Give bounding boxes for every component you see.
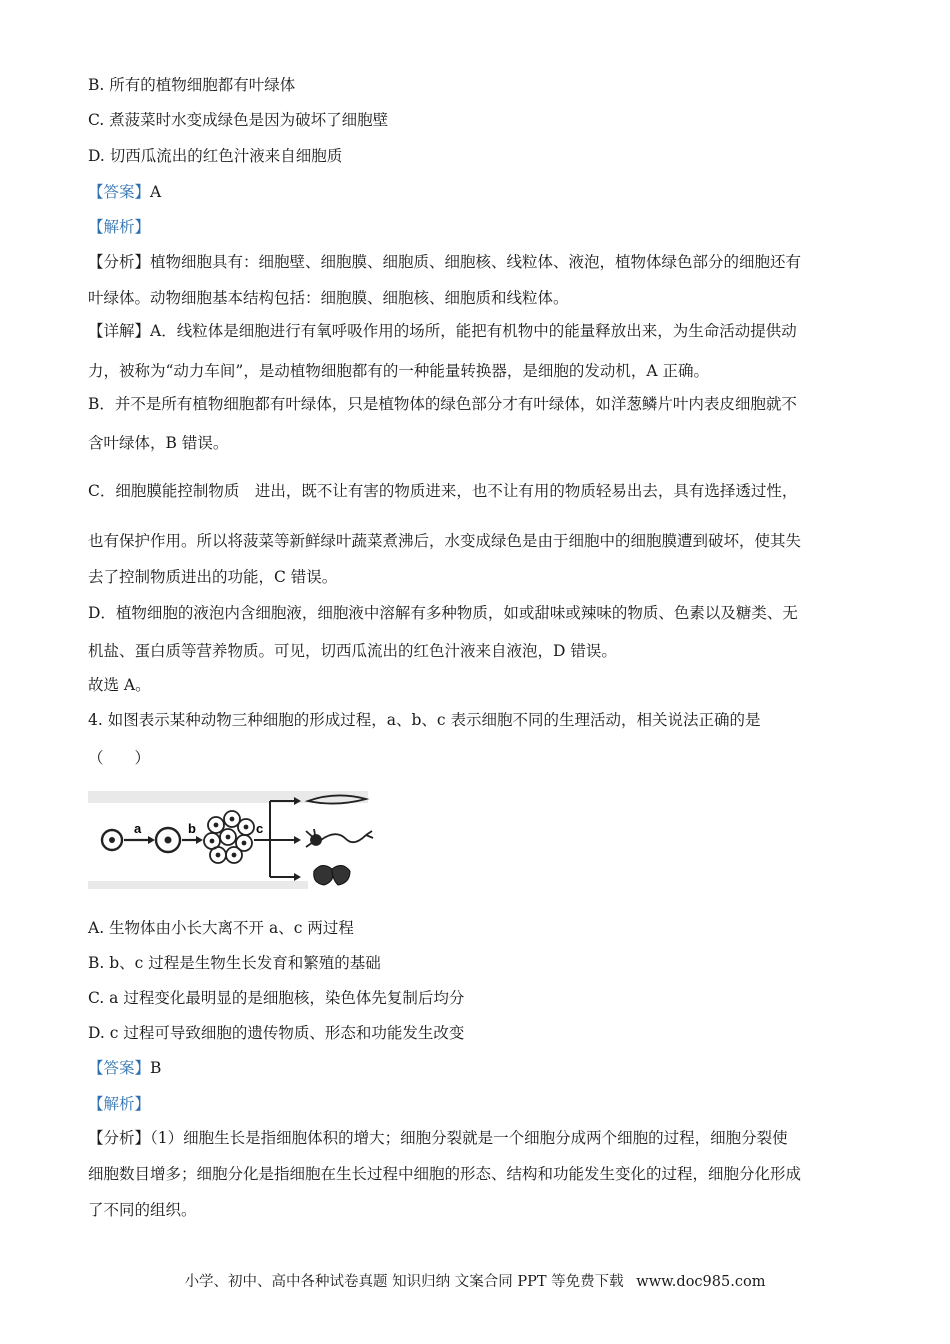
page-footer: [0, 1270, 950, 1291]
text-line: [88, 710, 761, 730]
line-text: B．并不是所有植物细胞都有叶绿体，只是植物体的绿色部分才有叶绿体，如洋葱鳞片叶内表皮细胞就不: [88, 395, 797, 413]
line-text: 细胞数目增多；细胞分化是指细胞在生长过程中细胞的形态、结构和功能发生变化的过程，细胞分化形成: [88, 1165, 802, 1183]
text-line: [88, 641, 617, 661]
text-line: [88, 953, 381, 973]
text-line: [88, 252, 801, 272]
text-line: [88, 75, 295, 95]
line-text: C. 煮菠菜时水变成绿色是因为破坏了细胞壁: [88, 111, 389, 129]
text-line: [88, 1164, 801, 1184]
footer-url[interactable]: www.doc985.com: [636, 1274, 766, 1290]
line-text: B: [150, 1059, 162, 1077]
line-text: 【详解】A．线粒体是细胞进行有氧呼吸作用的场所，能把有机物中的能量释放出来，为生命活动提供动: [88, 322, 797, 340]
line-text: 4. 如图表示某种动物三种细胞的形成过程，a、b、c 表示细胞不同的生理活动，相关说法正确的是: [88, 711, 761, 729]
section-tag: 【解析】: [88, 1095, 151, 1113]
label-b: b: [188, 821, 196, 836]
line-text: B. b、c 过程是生物生长发育和繁殖的基础: [88, 954, 381, 972]
branch-arrows: [254, 801, 294, 877]
text-line: [88, 321, 797, 341]
line-text: C．细胞膜能控制物质 进出，既不让有害的物质进来，也不让有用的物质轻易出去，具有选择透过性，: [88, 482, 798, 500]
text-line: [88, 1200, 197, 1220]
text-line: [88, 217, 150, 237]
cell-2: [156, 828, 180, 852]
line-text: B. 所有的植物细胞都有叶绿体: [88, 76, 296, 94]
text-line: [88, 531, 801, 551]
text-line: [88, 394, 797, 414]
text-line: [88, 1128, 788, 1148]
line-text: D. 切西瓜流出的红色汁液来自细胞质: [88, 147, 343, 165]
line-text: 也有保护作用。所以将菠菜等新鲜绿叶蔬菜煮沸后，水变成绿色是由于细胞中的细胞膜遭到破坏，使其失: [88, 532, 802, 550]
text-line: [88, 1058, 161, 1078]
text-line: [88, 1023, 464, 1043]
line-text: 【分析】（1）细胞生长是指细胞体积的增大；细胞分裂就是一个细胞分成两个细胞的过程，细胞分裂使: [88, 1129, 788, 1147]
line-text: 机盐、蛋白质等营养物质。可见，切西瓜流出的红色汁液来自液泡，D 错误。: [88, 642, 617, 660]
line-text: （ ）: [88, 749, 151, 767]
text-line: [88, 603, 798, 623]
text-line: [88, 182, 161, 202]
epithelial-cells: [314, 865, 350, 885]
text-line: [88, 146, 342, 166]
line-text: 叶绿体。动物细胞基本结构包括：细胞膜、细胞核、细胞质和线粒体。: [88, 289, 569, 307]
text-line: [88, 988, 464, 1008]
line-text: 【分析】植物细胞具有：细胞壁、细胞膜、细胞质、细胞核、线粒体、液泡，植物体绿色部分的细胞还有: [88, 253, 802, 271]
section-tag: 【解析】: [88, 218, 151, 236]
line-text: 了不同的组织。: [88, 1201, 197, 1219]
line-text: D．植物细胞的液泡内含细胞液，细胞液中溶解有多种物质，如或甜味或辣味的物质、色素以及糖类、无: [88, 604, 798, 622]
text-line: [88, 567, 337, 587]
cell-formation-figure: [88, 785, 384, 895]
text-line: [88, 748, 150, 768]
text-line: [88, 481, 797, 501]
text-line: [88, 918, 354, 938]
label-c: c: [256, 821, 264, 836]
line-text: A. 生物体由小长大离不开 a、c 两过程: [88, 919, 354, 937]
line-text: 力，被称为“动力车间”，是动植物细胞都有的一种能量转换器，是细胞的发动机，A 正确。: [88, 362, 709, 380]
line-text: 故选 A。: [88, 676, 151, 694]
text-line: [88, 675, 151, 695]
text-line: [88, 361, 709, 381]
nerve-cell: [306, 829, 373, 847]
text-line: [88, 288, 569, 308]
section-tag: 【答案】: [88, 183, 151, 201]
line-text: 去了控制物质进出的功能，C 错误。: [88, 568, 338, 586]
label-a: a: [134, 821, 142, 836]
text-line: [88, 1094, 150, 1114]
footer-text: 小学、初中、高中各种试卷真题 知识归纳 文案合同 PPT 等免费下载: [184, 1274, 624, 1290]
line-text: C. a 过程变化最明显的是细胞核，染色体先复制后均分: [88, 989, 465, 1007]
line-text: 含叶绿体，B 错误。: [88, 434, 229, 452]
cell-1: [102, 830, 122, 850]
text-line: [88, 433, 228, 453]
line-text: D. c 过程可导致细胞的遗传物质、形态和功能发生改变: [88, 1024, 465, 1042]
line-text: A: [150, 183, 162, 201]
text-line: [88, 110, 388, 130]
section-tag: 【答案】: [88, 1059, 151, 1077]
